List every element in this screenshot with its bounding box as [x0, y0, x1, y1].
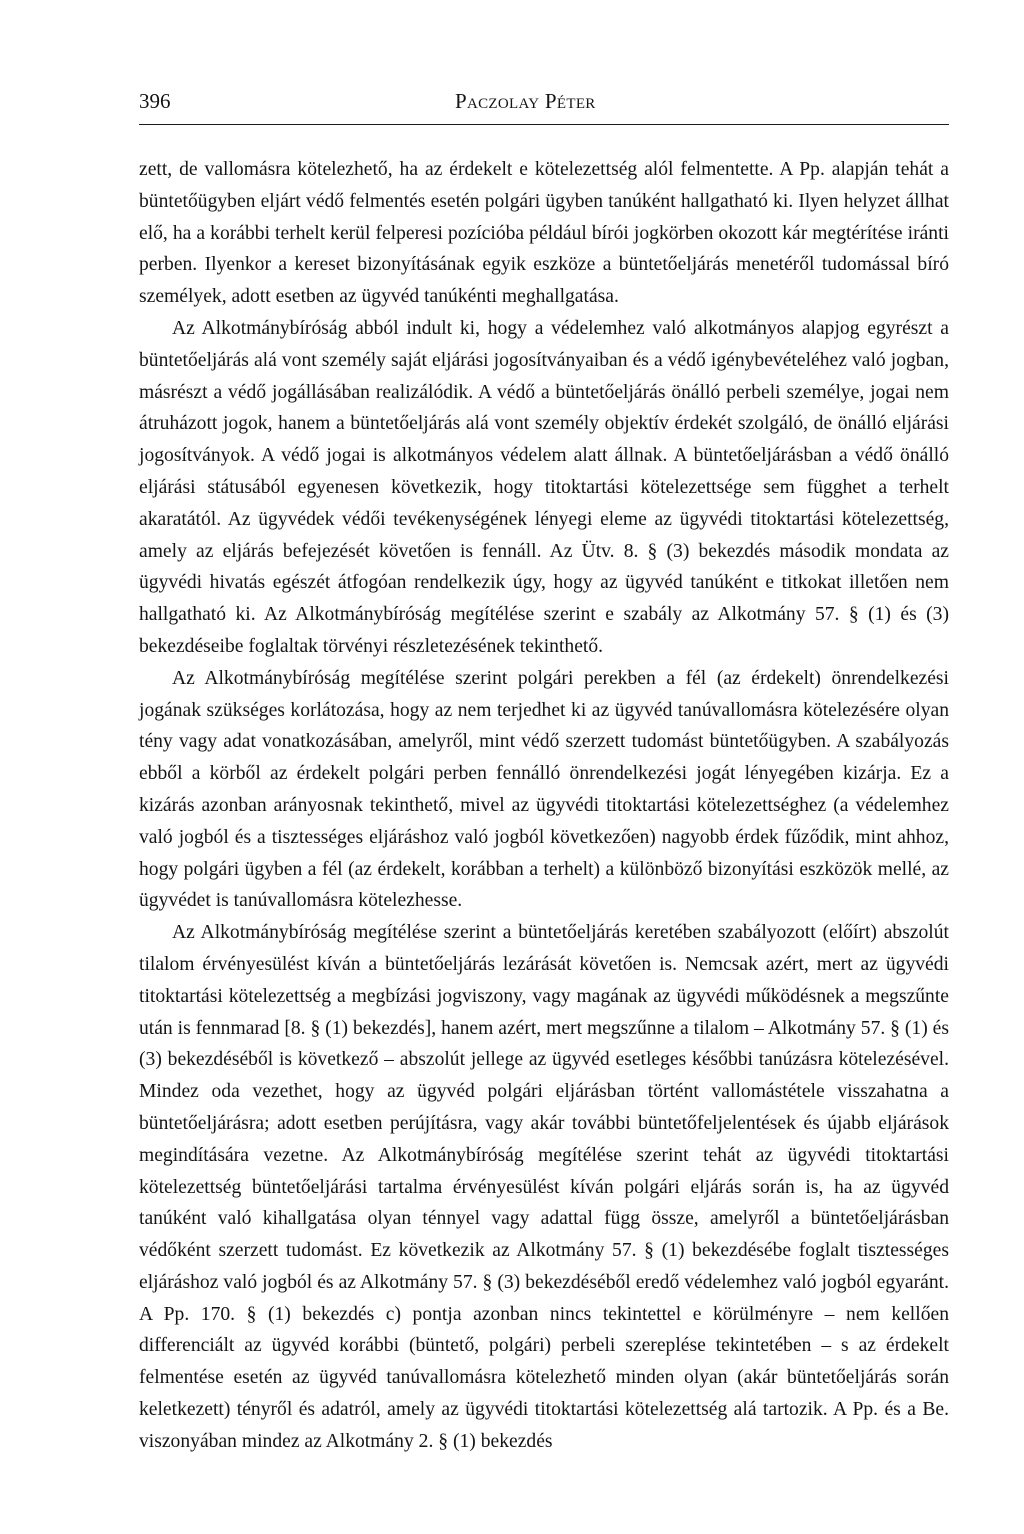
page-number: 396: [139, 89, 171, 113]
paragraph: Az Alkotmánybíróság megítélése szerint polgári perekben a fél (az érdekelt) önrendelkezési jogának szükséges korlátozása, hogy az nem terjedhet ki az ügyvéd tanúvallomásra kötelezésére olyan tény vagy adat vonatkozásában, amelyről, mint védő szerzett tudomást büntetőügyben. A szabályozás ebből a körből az érdekelt polgári perben fennálló önrendelkezési jogát lényegében kizárja. Ez a kizárás azonban arányosnak tekinthető, mivel az ügyvédi titoktartási kötelezettséghez (a védelemhez való jogból és a tisztességes eljáráshoz való jogból következően) nagyobb érdek fűződik, mint ahhoz, hogy polgári ügyben a fél (az érdekelt, korábban a terhelt) a különböző bizonyítási eszközök mellé, az ügyvédet is tanúvallomásra kötelezhesse.: [139, 667, 949, 912]
header-rule: [139, 124, 949, 125]
body-text: [139, 154, 949, 1458]
header-author: Paczolay Péter: [455, 89, 596, 113]
paragraph-continued: zett, de vallomásra kötelezhető, ha az érdekelt e kötelezettség alól felmentette. A Pp. alapján tehát a büntetőügyben eljárt védő felmentés esetén polgári ügyben tanúként hallgatható ki. Ilyen helyzet állhat elő, ha a korábbi terhelt kerül felperesi pozícióba például bírói jogkörben okozott kár megtérítése iránti perben. Ilyenkor a kereset bizonyításának egyik eszköze a büntetőeljárás menetéről tudomással bíró személyek, adott esetben az ügyvéd tanúkénti meghallgatása.: [139, 159, 949, 308]
running-header: [139, 86, 949, 120]
paragraph: Az Alkotmánybíróság abból indult ki, hogy a védelemhez való alkotmányos alapjog egyrészt a büntetőeljárás alá vont személy saját eljárási jogosítványaiban és a védő igénybevételéhez való jogban, másrészt a védő jogállásában realizálódik. A védő a büntetőeljárás önálló perbeli személye, jogai nem átruházott jogok, hanem a büntetőeljárás alá vont személy objektív érdekét szolgáló, de önálló eljárási jogosítványok. A védő jogai is alkotmányos védelem alatt állnak. A büntetőeljárásban a védő önálló eljárási státusából egyenesen következik, hogy titoktartási kötelezettsége sem függhet a terhelt akaratától. Az ügyvédek védői tevékenységének lényegi eleme az ügyvédi titoktartási kötelezettség, amely az eljárás befejezését követően is fennáll. Az Ütv. 8. § (3) bekezdés második mondata az ügyvédi hivatás egészét átfogóan rendelkezik úgy, hogy az ügyvéd tanúként e titkokat illetően nem hallgatható ki. Az Alkotmánybíróság megítélése szerint e szabály az Alkotmány 57. § (1) és (3) bekezdéseibe foglaltak törvényi részletezésének tekinthető.: [139, 317, 949, 657]
paragraph: Az Alkotmánybíróság megítélése szerint a büntetőeljárás keretében szabályozott (előírt) abszolút tilalom érvényesülést kíván a büntetőeljárás lezárását követően is. Nemcsak azért, mert az ügyvédi titoktartási kötelezettség a megbízási jogviszony, vagy magának az ügyvédi működésnek a megszűnte után is fennmarad [8. § (1) bekezdés], hanem azért, mert megszűnne a tilalom – Alkotmány 57. § (1) és (3) bekezdéséből is következő – abszolút jellege az ügyvéd esetleges későbbi tanúzásra kötelezésével. Mindez oda vezethet, hogy az ügyvéd polgári eljárásban történt vallomástétele visszahatna a büntetőeljárásra; adott esetben perújításra, vagy akár további büntetőfeljelentések és újabb eljárások megindítására vezetne. Az Alkotmánybíróság megítélése szerint tehát az ügyvédi titoktartási kötelezettség büntetőeljárási tartalma érvényesülést kíván polgári eljárás során is, ha az ügyvéd tanúként való kihallgatása olyan ténnyel vagy adattal függ össze, amelyről a büntetőeljárásban védőként szerzett tudomást. Ez következik az Alkotmány 57. § (1) bekezdésébe foglalt tisztességes eljáráshoz való jogból és az Alkotmány 57. § (3) bekezdéséből eredő védelemhez való jogból egyaránt. A Pp. 170. § (1) bekezdés c) pontja azonban nincs tekintettel e körülményre – nem kellően differenciált az ügyvéd korábbi (büntető, polgári) perbeli szereplése tekintetében – s az érdekelt felmentése esetén az ügyvéd tanúvallomásra kötelezhető minden olyan (akár büntetőeljárás során keletkezett) tényről és adatról, amely az ügyvédi titoktartási kötelezettség alá tartozik. A Pp. és a Be. viszonyában mindez az Alkotmány 2. § (1) bekezdés: [139, 922, 949, 1452]
